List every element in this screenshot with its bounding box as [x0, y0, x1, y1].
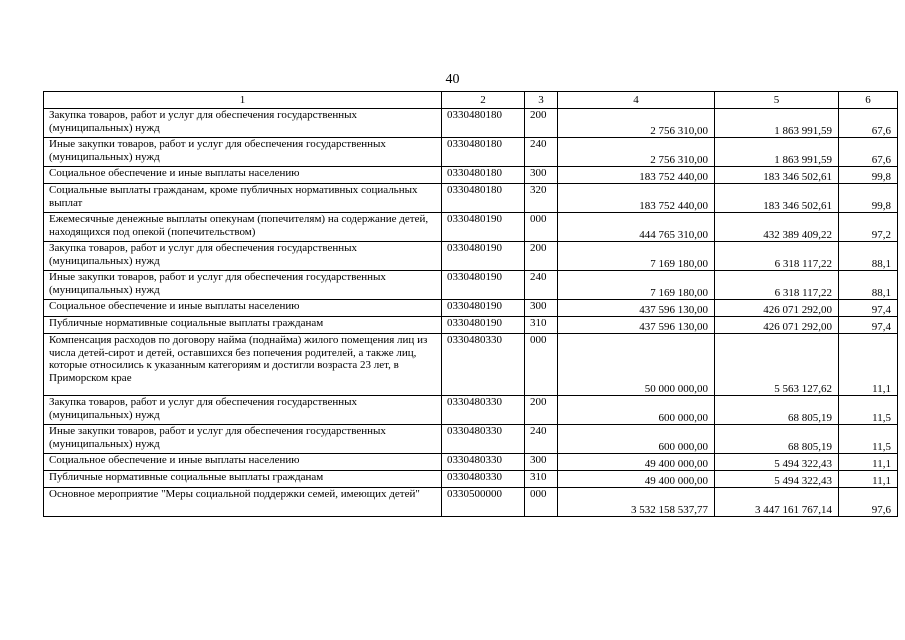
- table-row: [44, 396, 898, 425]
- row-percent-cell: 99,8: [839, 184, 898, 213]
- row-code-cell: 0330480330: [442, 425, 525, 454]
- row-name-cell: Социальное обеспечение и иные выплаты населению: [44, 167, 442, 184]
- page-number: 40: [445, 72, 460, 87]
- row-name-cell: Иные закупки товаров, работ и услуг для обеспечения государственных (муниципальных) нужд: [44, 425, 442, 454]
- row-code-cell: 0330480180: [442, 138, 525, 167]
- row-code-cell: 0330480180: [442, 167, 525, 184]
- table-row: [44, 109, 898, 138]
- row-fact-cell: 5 494 322,43: [715, 471, 839, 488]
- table-row: [44, 488, 898, 517]
- table-row: [44, 425, 898, 454]
- row-fact-cell: 68 805,19: [715, 425, 839, 454]
- row-percent-cell: 97,4: [839, 300, 898, 317]
- row-percent-cell: 11,5: [839, 425, 898, 454]
- row-code-cell: 0330480330: [442, 471, 525, 488]
- row-percent-cell: 67,6: [839, 109, 898, 138]
- row-plan-cell: 7 169 180,00: [558, 242, 715, 271]
- row-fact-cell: 1 863 991,59: [715, 138, 839, 167]
- row-percent-cell: 11,1: [839, 471, 898, 488]
- row-percent-cell: 11,1: [839, 454, 898, 471]
- row-type-cell: 320: [525, 184, 558, 213]
- table-row: [44, 300, 898, 317]
- row-type-cell: 000: [525, 213, 558, 242]
- row-percent-cell: 11,1: [839, 334, 898, 396]
- table-row: [44, 242, 898, 271]
- header-row: [44, 92, 898, 109]
- row-percent-cell: 99,8: [839, 167, 898, 184]
- row-type-cell: 310: [525, 471, 558, 488]
- row-fact-cell: 5 563 127,62: [715, 334, 839, 396]
- table-row: [44, 271, 898, 300]
- row-name-cell: Основное мероприятие "Меры социальной поддержки семей, имеющих детей": [44, 488, 442, 517]
- table-row: [44, 167, 898, 184]
- row-percent-cell: 67,6: [839, 138, 898, 167]
- row-name-cell: Публичные нормативные социальные выплаты гражданам: [44, 471, 442, 488]
- row-name-cell: Социальное обеспечение и иные выплаты населению: [44, 300, 442, 317]
- row-code-cell: 0330480190: [442, 213, 525, 242]
- budget-table: [43, 91, 898, 517]
- row-plan-cell: 50 000 000,00: [558, 334, 715, 396]
- row-type-cell: 000: [525, 488, 558, 517]
- row-fact-cell: 183 346 502,61: [715, 184, 839, 213]
- row-fact-cell: 6 318 117,22: [715, 271, 839, 300]
- row-name-cell: Публичные нормативные социальные выплаты гражданам: [44, 317, 442, 334]
- row-plan-cell: 183 752 440,00: [558, 184, 715, 213]
- row-plan-cell: 49 400 000,00: [558, 454, 715, 471]
- row-code-cell: 0330480330: [442, 334, 525, 396]
- row-code-cell: 0330480190: [442, 242, 525, 271]
- row-type-cell: 300: [525, 300, 558, 317]
- row-plan-cell: 600 000,00: [558, 396, 715, 425]
- row-plan-cell: 2 756 310,00: [558, 138, 715, 167]
- row-percent-cell: 11,5: [839, 396, 898, 425]
- header-col-3: 3: [525, 92, 558, 109]
- row-code-cell: 0330480330: [442, 396, 525, 425]
- table-row: [44, 184, 898, 213]
- header-col-1: 1: [44, 92, 442, 109]
- row-fact-cell: 1 863 991,59: [715, 109, 839, 138]
- row-fact-cell: 5 494 322,43: [715, 454, 839, 471]
- table-row: [44, 454, 898, 471]
- row-plan-cell: 2 756 310,00: [558, 109, 715, 138]
- row-code-cell: 0330500000: [442, 488, 525, 517]
- table-row: [44, 334, 898, 396]
- row-plan-cell: 183 752 440,00: [558, 167, 715, 184]
- table-row: [44, 317, 898, 334]
- table-body: [44, 109, 898, 517]
- row-plan-cell: 437 596 130,00: [558, 317, 715, 334]
- row-type-cell: 300: [525, 454, 558, 471]
- row-plan-cell: 437 596 130,00: [558, 300, 715, 317]
- row-percent-cell: 97,2: [839, 213, 898, 242]
- row-plan-cell: 3 532 158 537,77: [558, 488, 715, 517]
- header-col-2: 2: [442, 92, 525, 109]
- row-plan-cell: 49 400 000,00: [558, 471, 715, 488]
- row-name-cell: Социальное обеспечение и иные выплаты населению: [44, 454, 442, 471]
- table-row: [44, 213, 898, 242]
- row-plan-cell: 7 169 180,00: [558, 271, 715, 300]
- row-fact-cell: 3 447 161 767,14: [715, 488, 839, 517]
- row-fact-cell: 6 318 117,22: [715, 242, 839, 271]
- row-fact-cell: 183 346 502,61: [715, 167, 839, 184]
- row-code-cell: 0330480190: [442, 300, 525, 317]
- table-row: [44, 471, 898, 488]
- table-row: [44, 138, 898, 167]
- row-code-cell: 0330480180: [442, 109, 525, 138]
- row-percent-cell: 88,1: [839, 271, 898, 300]
- row-type-cell: 240: [525, 271, 558, 300]
- header-col-4: 4: [558, 92, 715, 109]
- row-type-cell: 240: [525, 425, 558, 454]
- header-col-5: 5: [715, 92, 839, 109]
- row-name-cell: Иные закупки товаров, работ и услуг для обеспечения государственных (муниципальных) нужд: [44, 271, 442, 300]
- row-percent-cell: 97,4: [839, 317, 898, 334]
- row-code-cell: 0330480330: [442, 454, 525, 471]
- row-type-cell: 200: [525, 396, 558, 425]
- row-code-cell: 0330480190: [442, 317, 525, 334]
- row-type-cell: 200: [525, 109, 558, 138]
- row-type-cell: 200: [525, 242, 558, 271]
- row-name-cell: Ежемесячные денежные выплаты опекунам (попечителям) на содержание детей, находящихся под опекой (попечительством): [44, 213, 442, 242]
- row-plan-cell: 444 765 310,00: [558, 213, 715, 242]
- row-fact-cell: 426 071 292,00: [715, 300, 839, 317]
- row-fact-cell: 68 805,19: [715, 396, 839, 425]
- row-fact-cell: 432 389 409,22: [715, 213, 839, 242]
- row-name-cell: Иные закупки товаров, работ и услуг для обеспечения государственных (муниципальных) нужд: [44, 138, 442, 167]
- row-type-cell: 000: [525, 334, 558, 396]
- row-type-cell: 300: [525, 167, 558, 184]
- row-percent-cell: 97,6: [839, 488, 898, 517]
- row-type-cell: 310: [525, 317, 558, 334]
- row-percent-cell: 88,1: [839, 242, 898, 271]
- row-code-cell: 0330480180: [442, 184, 525, 213]
- row-name-cell: Закупка товаров, работ и услуг для обеспечения государственных (муниципальных) нужд: [44, 396, 442, 425]
- row-name-cell: Закупка товаров, работ и услуг для обеспечения государственных (муниципальных) нужд: [44, 242, 442, 271]
- table-header: [44, 92, 898, 109]
- row-plan-cell: 600 000,00: [558, 425, 715, 454]
- row-code-cell: 0330480190: [442, 271, 525, 300]
- row-name-cell: Закупка товаров, работ и услуг для обеспечения государственных (муниципальных) нужд: [44, 109, 442, 138]
- row-type-cell: 240: [525, 138, 558, 167]
- row-fact-cell: 426 071 292,00: [715, 317, 839, 334]
- row-name-cell: Компенсация расходов по договору найма (поднайма) жилого помещения лиц из числа детей-сирот и детей, оставшихся без попечения родителей, а также лиц, которые относились к указанным категориям и достигли возраста 23 лет, в Приморском крае: [44, 334, 442, 396]
- header-col-6: 6: [839, 92, 898, 109]
- row-name-cell: Социальные выплаты гражданам, кроме публичных нормативных социальных выплат: [44, 184, 442, 213]
